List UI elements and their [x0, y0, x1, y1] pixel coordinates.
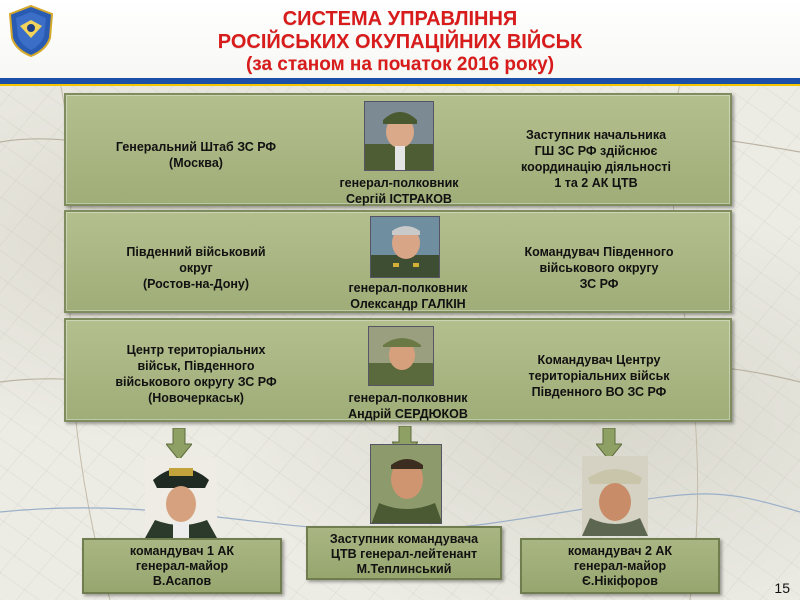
panel-right-text	[494, 352, 704, 400]
page-number: 15	[774, 580, 790, 596]
text-line: Олександр ГАЛКІН	[350, 297, 466, 311]
text-line: 1 та 2 АК ЦТВ	[554, 176, 638, 190]
text-line: Південного ВО ЗС РФ	[531, 385, 667, 399]
arrow-down-icon	[166, 428, 192, 460]
photo-nikiforov	[582, 456, 648, 536]
text-line: Заступник командувача	[329, 532, 479, 546]
subordinate-box-deputy	[306, 526, 502, 580]
text-line: генерал-полковник	[348, 391, 468, 405]
panel-right-text	[494, 244, 704, 292]
subordinate-box-1ak	[82, 538, 282, 594]
text-line: Андрій СЕРДЮКОВ	[348, 407, 468, 421]
photo-teplinsky	[370, 444, 442, 524]
text-line: (Ростов-на-Дону)	[142, 277, 250, 291]
subordinate-box-2ak	[520, 538, 720, 594]
panel-person-text	[328, 280, 488, 312]
panel-territorial-troops	[64, 318, 732, 422]
panel-left-text	[80, 342, 312, 406]
text-line: ЗС РФ	[579, 277, 619, 291]
text-line: військового округу ЗС РФ	[115, 375, 277, 389]
text-line: генерал-полковник	[339, 176, 459, 190]
title-line-2: РОСІЙСЬКИХ ОКУПАЦІЙНИХ ВІЙСЬК	[217, 31, 583, 53]
panel-left-text	[86, 244, 306, 292]
text-line: ГШ ЗС РФ здійснює	[534, 144, 658, 158]
photo-serdyukov	[368, 326, 434, 386]
panel-general-staff	[64, 93, 732, 206]
text-line: В.Асапов	[152, 574, 212, 588]
text-line: Є.Нікіфоров	[582, 574, 658, 588]
text-line: ЦТВ генерал-лейтенант	[330, 547, 478, 561]
photo-galkin	[370, 216, 440, 278]
text-line: М.Теплинський	[356, 562, 452, 576]
text-line: координацію діяльності	[520, 160, 671, 174]
text-line: Генеральний Штаб ЗС РФ	[115, 140, 277, 154]
text-line: територіальних військ	[528, 369, 670, 383]
header	[0, 0, 800, 80]
text-line: Командувач Південного	[524, 245, 674, 259]
intelligence-emblem-icon	[6, 4, 56, 58]
text-line: генерал-майор	[573, 559, 667, 573]
text-line: Командувач Центру	[537, 353, 661, 367]
title-line-1: СИСТЕМА УПРАВЛІННЯ	[282, 8, 518, 30]
header-stripe-yellow	[0, 84, 800, 86]
text-line: командувач 2 АК	[567, 544, 673, 558]
text-line: генерал-полковник	[348, 281, 468, 295]
text-line: командувач 1 АК	[129, 544, 235, 558]
text-line: військ, Південного	[137, 359, 255, 373]
photo-istrakov	[364, 101, 434, 171]
title-line-3: (за станом на початок 2016 року)	[245, 54, 555, 75]
panel-person-text	[328, 390, 488, 422]
text-line: військового округу	[539, 261, 659, 275]
text-line: (Новочеркаськ)	[148, 391, 244, 405]
text-line: (Москва)	[169, 156, 223, 170]
panel-left-text	[86, 139, 306, 171]
photo-asapov	[145, 458, 217, 538]
text-line: Сергій ІСТРАКОВ	[346, 192, 452, 206]
text-line: генерал-майор	[135, 559, 229, 573]
text-line: округ	[179, 261, 213, 275]
text-line: Центр територіальних	[126, 343, 266, 357]
text-line: Південний військовий	[126, 245, 266, 259]
panel-person-text	[324, 175, 474, 207]
text-line: Заступник начальника	[525, 128, 667, 142]
panel-southern-district	[64, 210, 732, 313]
panel-right-text	[491, 127, 701, 191]
